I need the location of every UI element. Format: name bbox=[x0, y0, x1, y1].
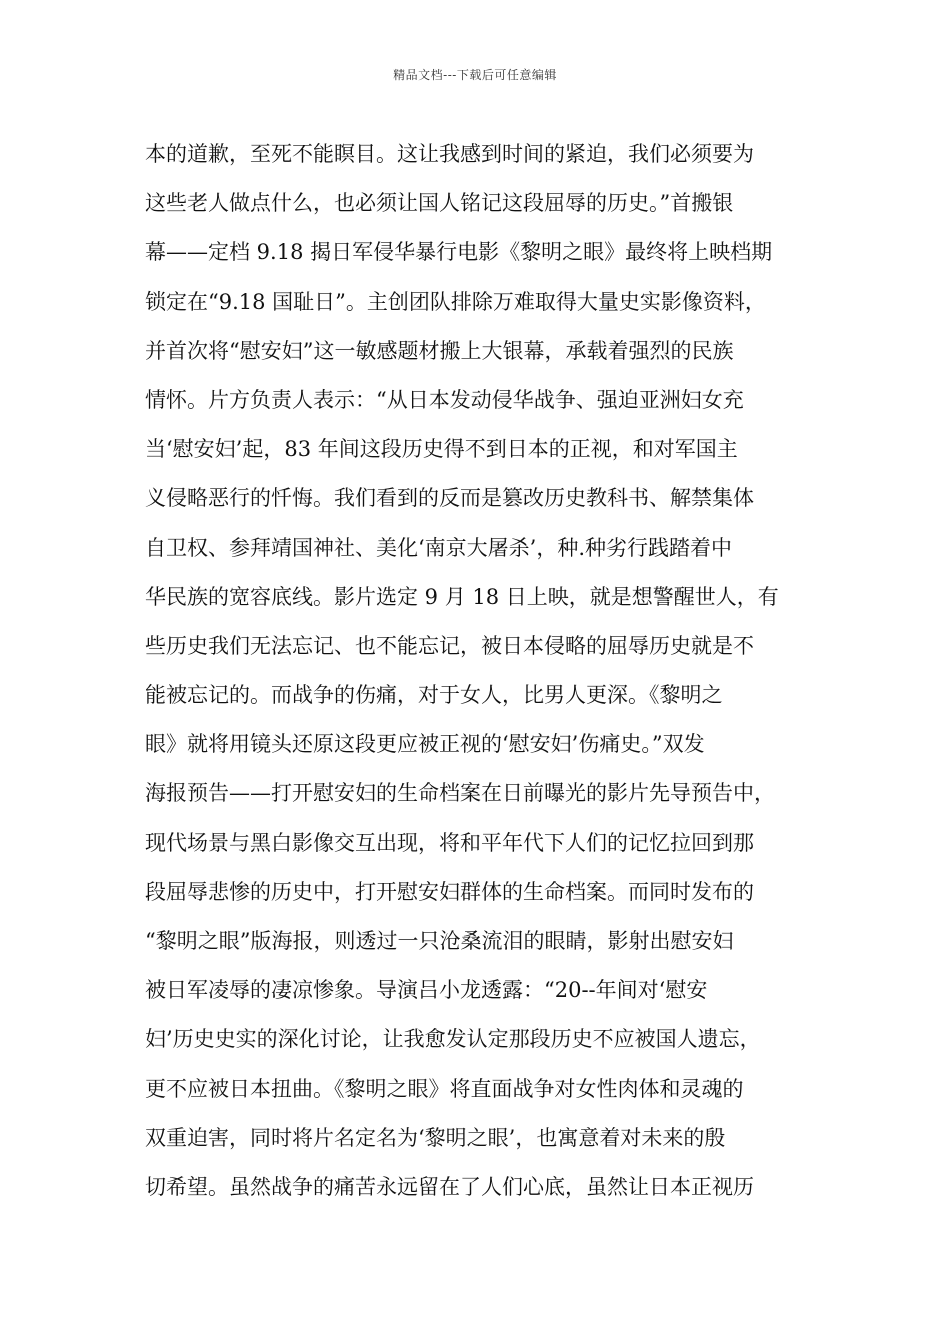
text-line: “黎明之眼”版海报，则透过一只沧桑流泪的眼睛，影射出慰安妇 bbox=[145, 929, 734, 953]
text-line: 更不应被日本扭曲。《黎明之眼》将直面战争对女性肉体和灵魂的 bbox=[145, 1076, 744, 1101]
text-line: 华民族的宽容底线。影片选定 9 月 18 日上映，就是想警醒世人，有 bbox=[145, 584, 779, 609]
text-line: 双重迫害，同时将片名定名为‘黎明之眼’，也寓意着对未来的殷 bbox=[145, 1125, 726, 1150]
text-line: 当‘慰安妇’起，83 年间这段历史得不到日本的正视，和对军国主 bbox=[145, 437, 738, 462]
body-text bbox=[145, 130, 825, 1212]
text-line: 海报预告——打开慰安妇的生命档案在日前曝光的影片先导预告中， bbox=[145, 781, 775, 806]
text-line: 切希望。虽然战争的痛苦永远留在了人们心底，虽然让日本正视历 bbox=[145, 1174, 754, 1199]
text-line: 锁定在“9.18 国耻日”。主创团队排除万难取得大量史实影像资料， bbox=[145, 289, 766, 314]
text-line: 能被忘记的。而战争的伤痛，对于女人，比男人更深。《黎明之 bbox=[145, 683, 723, 708]
text-line: 幕——定档 9.18 揭日军侵华暴行电影《黎明之眼》最终将上映档期 bbox=[145, 240, 773, 265]
text-line: 被日军凌辱的凄凉惨象。导演吕小龙透露：“20--年间对‘慰安 bbox=[145, 978, 708, 1003]
text-line: 妇’历史史实的深化讨论，让我愈发认定那段历史不应被国人遗忘， bbox=[145, 1027, 761, 1052]
text-line: 本的道歉，至死不能瞑目。这让我感到时间的紧迫，我们必须要为 bbox=[145, 142, 754, 166]
text-line: 段屈辱悲惨的历史中，打开慰安妇群体的生命档案。而同时发布的 bbox=[145, 879, 754, 904]
text-line: 些历史我们无法忘记、也不能忘记，被日本侵略的屈辱历史就是不 bbox=[145, 633, 754, 658]
text-line: 义侵略恶行的忏悔。我们看到的反而是篡改历史教科书、解禁集体 bbox=[145, 486, 754, 511]
text-line: 自卫权、参拜靖国神社、美化‘南京大屠杀’，种.种劣行践踏着中 bbox=[145, 535, 733, 560]
text-line: 这些老人做点什么，也必须让国人铭记这段屈辱的历史。”首搬银 bbox=[145, 191, 734, 216]
text-line: 眼》就将用镜头还原这段更应被正视的‘慰安妇’伤痛史。”双发 bbox=[145, 732, 705, 757]
page-header: 精品文档---下载后可任意编辑 bbox=[393, 68, 557, 82]
text-line: 现代场景与黑白影像交互出现，将和平年代下人们的记忆拉回到那 bbox=[145, 830, 754, 855]
text-line: 情怀。片方负责人表示：“从日本发动侵华战争、强迫亚洲妇女充 bbox=[145, 387, 744, 412]
text-line: 并首次将“慰安妇”这一敏感题材搬上大银幕，承载着强烈的民族 bbox=[145, 338, 734, 363]
